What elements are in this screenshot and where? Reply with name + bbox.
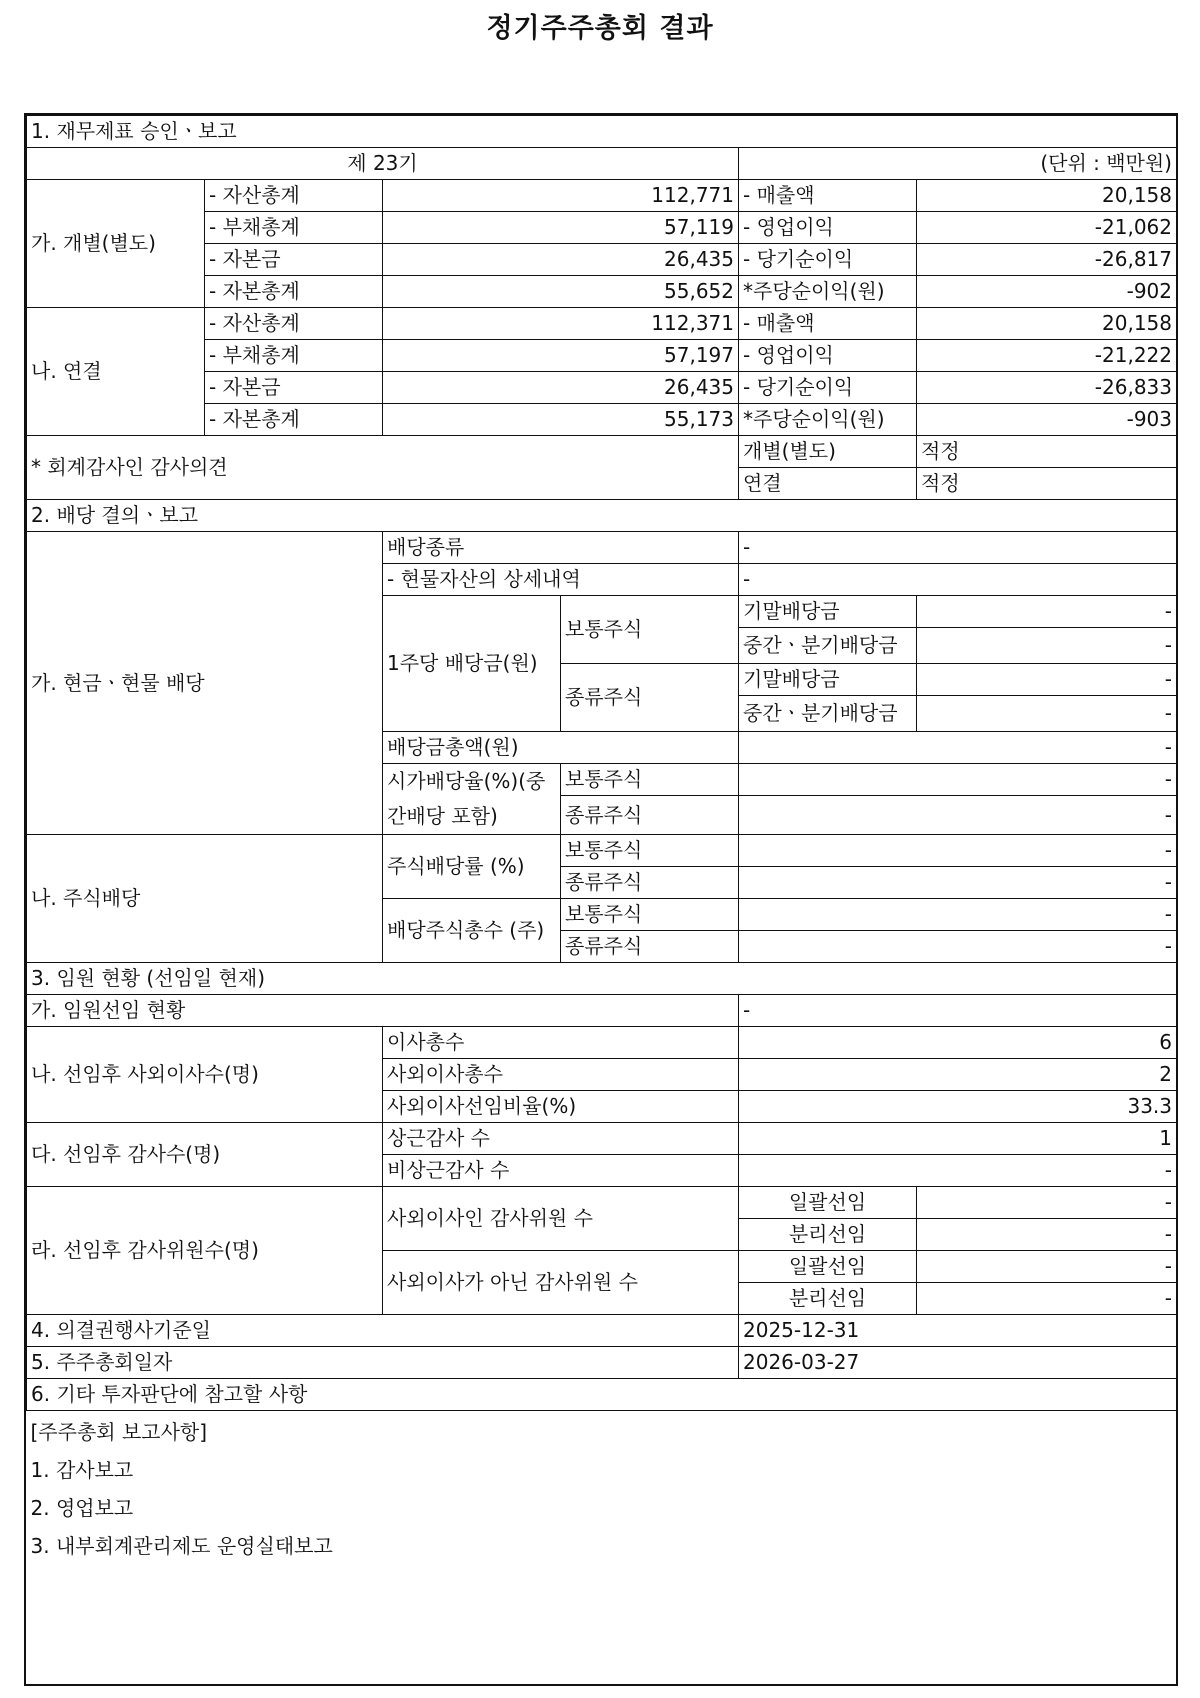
- financial-item-label: - 자산총계: [205, 308, 383, 340]
- preferred-year-end-value: -: [917, 664, 1177, 696]
- section-3-header-row: [27, 963, 1177, 995]
- financial-item-value: -903: [917, 404, 1177, 436]
- stock-dividend-label: 나. 주식배당: [27, 835, 383, 963]
- yield-preferred-value: -: [739, 796, 1177, 835]
- common-interim-value: -: [917, 628, 1177, 664]
- other-matters-label: 6. 기타 투자판단에 참고할 사항: [27, 1379, 1177, 1411]
- financial-item-label: - 영업이익: [739, 212, 917, 244]
- audit-type: 연결: [739, 468, 917, 500]
- audit-opinion: 적정: [917, 436, 1177, 468]
- auditor-metric-value: 1: [739, 1123, 1177, 1155]
- dividend-type-row: [27, 532, 1177, 564]
- audit-committee-value: -: [917, 1187, 1177, 1219]
- financial-item-label: - 부채총계: [205, 212, 383, 244]
- interim-dividend-label: 중간ㆍ분기배당금: [739, 696, 917, 732]
- financial-item-value: 26,435: [383, 372, 739, 404]
- other-matters-row: [27, 1379, 1177, 1411]
- financial-item-value: -21,222: [917, 340, 1177, 372]
- year-end-dividend-label: 기말배당금: [739, 664, 917, 696]
- audit-committee-value: -: [917, 1283, 1177, 1315]
- auditor-metric-label: 비상근감사 수: [383, 1155, 739, 1187]
- financial-item-value: 112,371: [383, 308, 739, 340]
- meeting-date-row: [27, 1347, 1177, 1379]
- audit-committee-value: -: [917, 1251, 1177, 1283]
- financial-item-value: 20,158: [917, 308, 1177, 340]
- stock-total-common-value: -: [739, 899, 1177, 931]
- auditor-row: [27, 1123, 1177, 1155]
- common-year-end-value: -: [917, 596, 1177, 628]
- bundle-appointment-label: 일괄선임: [739, 1251, 917, 1283]
- financial-item-value: 57,119: [383, 212, 739, 244]
- note-line: 3. 내부회계관리제도 운영실태보고: [30, 1534, 333, 1558]
- financial-item-value: -21,062: [917, 212, 1177, 244]
- financial-item-label: - 자본총계: [205, 276, 383, 308]
- stock-rate-common-value: -: [739, 835, 1177, 867]
- in-kind-label: - 현물자산의 상세내역: [383, 564, 739, 596]
- audit-opinion-row: [27, 436, 1177, 468]
- results-table: [26, 115, 1177, 1573]
- financial-item-label: - 영업이익: [739, 340, 917, 372]
- preferred-interim-value: -: [917, 696, 1177, 732]
- preferred-stock-label: 종류주식: [561, 867, 739, 899]
- officer-appointment-row: [27, 995, 1177, 1027]
- consolidated-label: 나. 연결: [27, 308, 205, 436]
- financial-item-label: - 자산총계: [205, 180, 383, 212]
- financial-item-label: *주당순이익(원): [739, 404, 917, 436]
- total-dividend-value: -: [739, 732, 1177, 764]
- period-row: [27, 148, 1177, 180]
- separate-label: 가. 개별(별도): [27, 180, 205, 308]
- total-dividend-label: 배당금총액(원): [383, 732, 739, 764]
- interim-dividend-label: 중간ㆍ분기배당금: [739, 628, 917, 664]
- financial-item-label: - 당기순이익: [739, 244, 917, 276]
- financial-item-value: 57,197: [383, 340, 739, 372]
- stock-rate-preferred-value: -: [739, 867, 1177, 899]
- audit-opinion: 적정: [917, 468, 1177, 500]
- record-date-row: [27, 1315, 1177, 1347]
- dividend-type-value: -: [739, 532, 1177, 564]
- director-metric-label: 이사총수: [383, 1027, 739, 1059]
- meeting-date-label: 5. 주주총회일자: [27, 1347, 739, 1379]
- director-metric-value: 33.3: [739, 1091, 1177, 1123]
- director-metric-value: 6: [739, 1027, 1177, 1059]
- financial-item-value: 55,652: [383, 276, 739, 308]
- notes-cell: [27, 1411, 1177, 1574]
- per-share-label: 1주당 배당금(원): [383, 596, 561, 732]
- section-3-header: 3. 임원 현황 (선임일 현재): [27, 963, 1177, 995]
- separate-appointment-label: 분리선임: [739, 1283, 917, 1315]
- record-date-label: 4. 의결권행사기준일: [27, 1315, 739, 1347]
- auditor-metric-value: -: [739, 1155, 1177, 1187]
- audit-opinion-label: * 회계감사인 감사의견: [27, 436, 739, 500]
- financial-item-label: - 당기순이익: [739, 372, 917, 404]
- financial-item-label: - 자본금: [205, 372, 383, 404]
- financial-item-label: - 자본총계: [205, 404, 383, 436]
- director-metric-value: 2: [739, 1059, 1177, 1091]
- stock-dividend-row: [27, 835, 1177, 867]
- preferred-stock-label: 종류주식: [561, 664, 739, 732]
- note-line: 2. 영업보고: [30, 1496, 134, 1520]
- preferred-stock-label: 종류주식: [561, 796, 739, 835]
- outside-director-label: 나. 선임후 사외이사수(명): [27, 1027, 383, 1123]
- results-table-frame: [24, 113, 1178, 1686]
- cash-dividend-label: 가. 현금ㆍ현물 배당: [27, 532, 383, 835]
- section-2-header-row: [27, 500, 1177, 532]
- common-stock-label: 보통주식: [561, 596, 739, 664]
- director-metric-label: 사외이사선임비율(%): [383, 1091, 739, 1123]
- financial-item-value: 112,771: [383, 180, 739, 212]
- officer-appointment-value: -: [739, 995, 1177, 1027]
- section-2-header: 2. 배당 결의ㆍ보고: [27, 500, 1177, 532]
- note-line: [주주총회 보고사항]: [30, 1420, 208, 1444]
- financial-item-value: -902: [917, 276, 1177, 308]
- financial-item-value: 55,173: [383, 404, 739, 436]
- notes-row: [27, 1411, 1177, 1574]
- audit-committee-label: 라. 선임후 감사위원수(명): [27, 1187, 383, 1315]
- outside-director-row: [27, 1027, 1177, 1059]
- auditor-count-label: 다. 선임후 감사수(명): [27, 1123, 383, 1187]
- year-end-dividend-label: 기말배당금: [739, 596, 917, 628]
- financial-row: [27, 308, 1177, 340]
- dividend-type-label: 배당종류: [383, 532, 739, 564]
- meeting-date-value: 2026-03-27: [739, 1347, 1177, 1379]
- stock-total-preferred-value: -: [739, 931, 1177, 963]
- common-stock-label: 보통주식: [561, 899, 739, 931]
- financial-item-label: - 자본금: [205, 244, 383, 276]
- audit-type: 개별(별도): [739, 436, 917, 468]
- non-outside-audit-member-label: 사외이사가 아닌 감사위원 수: [383, 1251, 739, 1315]
- stock-dividend-rate-label: 주식배당률 (%): [383, 835, 561, 899]
- financial-item-value: -26,817: [917, 244, 1177, 276]
- common-stock-label: 보통주식: [561, 835, 739, 867]
- yield-common-value: -: [739, 764, 1177, 796]
- stock-dividend-total-label: 배당주식총수 (주): [383, 899, 561, 963]
- financial-item-label: - 부채총계: [205, 340, 383, 372]
- common-stock-label: 보통주식: [561, 764, 739, 796]
- financial-item-label: - 매출액: [739, 308, 917, 340]
- preferred-stock-label: 종류주식: [561, 931, 739, 963]
- in-kind-value: -: [739, 564, 1177, 596]
- financial-item-label: *주당순이익(원): [739, 276, 917, 308]
- record-date-value: 2025-12-31: [739, 1315, 1177, 1347]
- officer-appointment-label: 가. 임원선임 현황: [27, 995, 739, 1027]
- financial-item-value: 26,435: [383, 244, 739, 276]
- separate-appointment-label: 분리선임: [739, 1219, 917, 1251]
- financial-item-label: - 매출액: [739, 180, 917, 212]
- audit-committee-row: [27, 1187, 1177, 1219]
- document-title: 정기주주총회 결과: [486, 13, 714, 44]
- bundle-appointment-label: 일괄선임: [739, 1187, 917, 1219]
- unit-note: (단위 : 백만원): [739, 148, 1177, 180]
- financial-item-value: 20,158: [917, 180, 1177, 212]
- audit-committee-value: -: [917, 1219, 1177, 1251]
- note-line: 1. 감사보고: [30, 1458, 134, 1482]
- auditor-metric-label: 상근감사 수: [383, 1123, 739, 1155]
- section-1-header: 1. 재무제표 승인ㆍ보고: [27, 116, 1177, 148]
- dividend-yield-label: 시가배당율(%)(중간배당 포함): [383, 764, 561, 835]
- financial-item-value: -26,833: [917, 372, 1177, 404]
- fiscal-period: 제 23기: [27, 148, 739, 180]
- outside-audit-member-label: 사외이사인 감사위원 수: [383, 1187, 739, 1251]
- director-metric-label: 사외이사총수: [383, 1059, 739, 1091]
- financial-row: [27, 180, 1177, 212]
- section-1-header-row: [27, 116, 1177, 148]
